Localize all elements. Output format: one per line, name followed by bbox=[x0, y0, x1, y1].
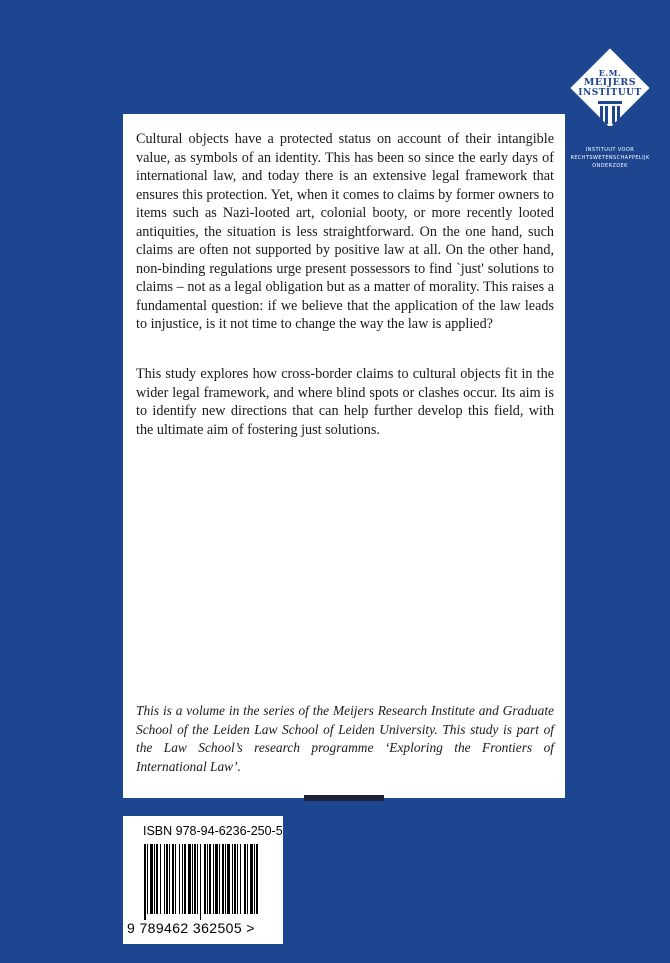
barcode-bar bbox=[250, 844, 253, 914]
blurb-paragraph-1: Cultural objects have a protected status on account of their intangible value, as symbols of an identity. This has been so since the early days of international law, and today there is an extensive legal framework that ensures this protection. Yet, when it comes to claims by former owners to items such as Nazi-looted art, colonial booty, or more recently looted antiquities, the situation is less straightforward. On the one hand, such claims are often not supported by positive law at all. On the other hand, non-binding regulations urge present possessors to find `just' solutions to claims – not as a legal obligation but as a matter of morality. This raises a fundamental question: if we believe that the application of the law leads to injustice, is it not time to change the way the law is applied? bbox=[136, 131, 554, 332]
barcode-bar bbox=[200, 844, 201, 920]
barcode-bar bbox=[169, 844, 170, 914]
barcode-bar bbox=[175, 844, 176, 914]
blurb-paragraph-2: This study explores how cross-border claims to cultural objects fit in the wider legal framework, and where blind spots or clashes occur. Its aim is to identify new directions that can help further develop this field, with the ultimate aim of fostering just solutions. bbox=[136, 366, 554, 438]
barcode-bar bbox=[222, 844, 224, 914]
logo-text-em: E.M. bbox=[598, 68, 622, 78]
barcode-bar bbox=[232, 844, 233, 914]
series-note: This is a volume in the series of the Meijers Research Institute and Graduate School of the Leiden Law School of Leiden University. This study is part of the Law School’s research programme ‘Exploring the Frontiers of International Law’. bbox=[136, 703, 554, 774]
barcode-bar bbox=[254, 844, 255, 914]
barcode-bar bbox=[172, 844, 174, 914]
barcode-bar bbox=[207, 844, 208, 914]
isbn-label: ISBN 978-94-6236-250-5 bbox=[143, 824, 283, 838]
barcode-bar bbox=[184, 844, 186, 914]
barcode-bar bbox=[160, 844, 161, 914]
barcode-bar bbox=[237, 844, 238, 914]
barcode-bar bbox=[164, 844, 165, 914]
barcode-digits: 9 789462 362505 > bbox=[127, 920, 255, 936]
logo-subtitle-line-2: RECHTSWETENSCHAPPELIJK bbox=[570, 155, 650, 161]
barcode-bar bbox=[204, 844, 206, 914]
barcode-bar bbox=[219, 844, 220, 914]
barcode-bar bbox=[227, 844, 230, 914]
barcode bbox=[144, 844, 260, 920]
barcode-bar bbox=[188, 844, 191, 914]
barcode-bar bbox=[197, 844, 198, 914]
meijers-institute-logo bbox=[564, 58, 660, 178]
barcode-bar bbox=[225, 844, 226, 914]
barcode-bar bbox=[247, 844, 248, 914]
barcode-bar bbox=[182, 844, 183, 914]
barcode-bar bbox=[215, 844, 218, 914]
barcode-bar bbox=[144, 844, 146, 920]
logo-text-instituut: INSTITUUT bbox=[578, 88, 642, 98]
barcode-bar bbox=[240, 844, 241, 914]
logo-subtitle-line-1: INSTITUUT VOOR bbox=[585, 147, 635, 153]
barcode-bar bbox=[213, 844, 214, 914]
logo-text-meijers: MEIJERS bbox=[583, 77, 637, 88]
accent-bar bbox=[304, 795, 384, 801]
barcode-bar bbox=[154, 844, 155, 914]
barcode-bar bbox=[166, 844, 168, 914]
barcode-block bbox=[123, 816, 283, 944]
barcode-bar bbox=[234, 844, 236, 914]
barcode-bar bbox=[194, 844, 196, 914]
barcode-bar bbox=[179, 844, 180, 914]
barcode-bar bbox=[192, 844, 193, 914]
building-icon bbox=[598, 101, 622, 133]
logo-subtitle-line-3: ONDERZOEK bbox=[592, 163, 628, 169]
barcode-bar bbox=[147, 844, 148, 914]
barcode-bar bbox=[244, 844, 246, 914]
barcode-bar bbox=[156, 844, 158, 914]
blurb-panel bbox=[123, 114, 565, 798]
barcode-bar bbox=[256, 844, 258, 914]
barcode-bar bbox=[150, 844, 153, 914]
barcode-bar bbox=[209, 844, 211, 914]
